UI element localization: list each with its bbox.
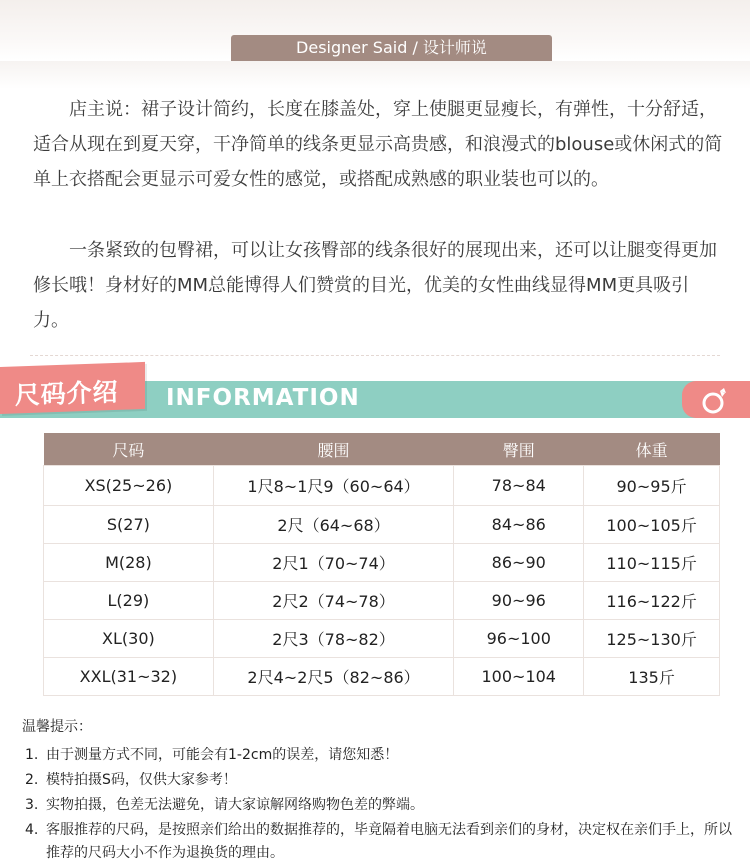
warm-tips — [22, 718, 742, 867]
list-item-number: 1. — [25, 747, 39, 763]
list-item — [22, 744, 742, 767]
table-row — [44, 544, 720, 582]
list-item-text: 客服推荐的尺码，是按照亲们给出的数据推荐的，毕竟隔着电脑无法看到亲们的身材，决定权在亲们手上，所以推荐的尺码大小不作为退换货的理由。 — [46, 822, 732, 861]
cell-waist: 2尺4~2尺5（82~86） — [213, 658, 454, 696]
cell-size: S(27) — [44, 506, 214, 544]
list-item — [22, 794, 742, 817]
header-size: 尺码 — [44, 433, 214, 466]
cell-waist: 2尺3（78~82） — [213, 620, 454, 658]
list-item-text: 实物拍摄，色差无法避免，请大家谅解网络购物色差的弊端。 — [46, 797, 424, 813]
cell-waist: 2尺2（74~78） — [213, 582, 454, 620]
cell-weight: 135斤 — [584, 658, 720, 696]
cell-size: XL(30) — [44, 620, 214, 658]
list-item — [22, 819, 742, 865]
table-row — [44, 506, 720, 544]
cell-waist: 1尺8~1尺9（60~64） — [213, 466, 454, 506]
top-fade — [0, 61, 750, 89]
list-item-number: 4. — [25, 822, 39, 838]
information-title: INFORMATION — [166, 385, 360, 411]
table-row — [44, 620, 720, 658]
warm-tips-list — [22, 744, 742, 865]
cell-hip: 96~100 — [454, 620, 584, 658]
table-row — [44, 466, 720, 506]
table-row — [44, 658, 720, 696]
cell-hip: 90~96 — [454, 582, 584, 620]
size-intro-label: 尺码介绍 — [14, 377, 120, 410]
cell-size: M(28) — [44, 544, 214, 582]
cell-size: XXL(31~32) — [44, 658, 214, 696]
cell-size: L(29) — [44, 582, 214, 620]
cell-waist: 2尺（64~68） — [213, 506, 454, 544]
size-table — [43, 433, 720, 696]
cell-hip: 86~90 — [454, 544, 584, 582]
cell-weight: 125~130斤 — [584, 620, 720, 658]
ring-bow-icon — [700, 385, 730, 415]
list-item-number: 3. — [25, 797, 39, 813]
header-weight: 体重 — [584, 433, 720, 466]
cell-weight: 110~115斤 — [584, 544, 720, 582]
cell-weight: 100~105斤 — [584, 506, 720, 544]
table-row — [44, 582, 720, 620]
list-item-text: 由于测量方式不同，可能会有1-2cm的误差，请您知悉！ — [46, 747, 399, 763]
section-divider — [30, 355, 720, 356]
table-header-row — [44, 433, 720, 466]
cell-size: XS(25~26) — [44, 466, 214, 506]
cell-waist: 2尺1（70~74） — [213, 544, 454, 582]
cell-weight: 90~95斤 — [584, 466, 720, 506]
header-hip: 臀围 — [454, 433, 584, 466]
list-item — [22, 769, 742, 792]
cell-hip: 84~86 — [454, 506, 584, 544]
list-item-number: 2. — [25, 772, 39, 788]
shop-owner-paragraph: 店主说：裙子设计简约，长度在膝盖处，穿上使腿更显瘦长，有弹性，十分舒适，适合从现在到夏天穿，干净简单的线条更显示高贵感，和浪漫式的blouse或休闲式的简单上衣搭配会更显示可爱女性的感觉，或搭配成熟感的职业装也可以的。 — [33, 99, 723, 190]
designer-said-tab: Designer Said / 设计师说 — [231, 35, 552, 61]
list-item-text: 模特拍摄S码，仅供大家参考！ — [46, 772, 237, 788]
hip-skirt-paragraph: 一条紧致的包臀裙，可以让女孩臀部的线条很好的展现出来，还可以让腿变得更加修长哦！身材好的MM总能博得人们赞赏的目光，优美的女性曲线显得MM更具吸引力。 — [33, 240, 717, 331]
header-waist: 腰围 — [213, 433, 454, 466]
cell-hip: 78~84 — [454, 466, 584, 506]
cell-hip: 100~104 — [454, 658, 584, 696]
cell-weight: 116~122斤 — [584, 582, 720, 620]
warm-tips-title: 温馨提示： — [22, 719, 92, 735]
